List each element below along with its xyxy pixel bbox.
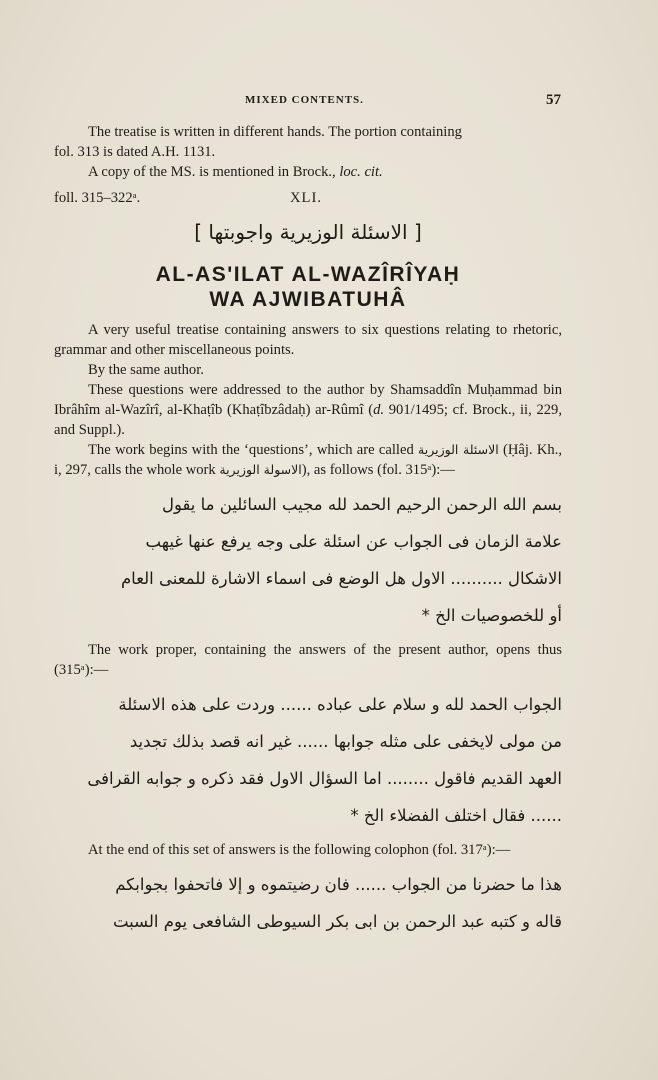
paragraph-hands-line2: fol. 313 is dated A.H. 1131. [54,144,216,160]
arabic-proper [54,686,562,834]
begins-text-c: ), as follows (fol. 315ᵃ):— [301,462,455,478]
begins-text-a: The work begins with the ‘questions’, which are called [88,442,419,458]
paragraph-copy [54,162,562,182]
proper-paragraph: The work proper, containing the answers of the present author, opens thus (315ᵃ):— [54,642,562,678]
author-note: By the same author. [88,362,204,378]
arabic-title: [ الاسئلة الوزيرية واجوبتها ] [194,220,422,244]
addressee-died-abbrev: d. [373,402,385,418]
folio-reference: foll. 315–322ᵃ. [54,190,141,206]
entry-title-line2: WA AJWIBATUHÂ [209,288,407,311]
arabic-colophon-line: هذا ما حضرنا من الجواب ...... فان رضيتموه و إلا فاتحفوا بجوابكم [115,875,562,894]
entry-title [54,262,562,312]
entry-title-line1: AL-AS'ILAT AL-WAZÎRÎYAḤ [155,263,461,286]
running-header [0,92,658,112]
entry-reference-line [54,188,562,210]
paragraph-hands [54,122,562,162]
addressee-text-b: 901/1495; cf. Brock., ii, 229, and Suppl.). [54,402,562,438]
colophon-paragraph: At the end of this set of answers is the following colophon (fol. 317ᵃ):— [88,842,511,858]
entry-number: XLI. [290,190,322,206]
arabic-incipit-line: الاشكال .......... الاول هل الوضع فى اسماء الاشارة للمعنى العام [120,569,562,588]
begins-arabic-2: الاسولة الوزيرية [219,462,302,477]
arabic-proper-line: من مولى لايخفى على مثله جوابها ...... غير انه قصد بذلك تجديد [129,732,562,751]
paragraph-hands-line1: The treatise is written in different hands. The portion containing [88,124,462,140]
begins-text-b: (Ḥâj. Kh., i, 297, calls the whole work [54,442,562,478]
arabic-proper-line: الجواب الحمد لله و سلام على عباده ...... وردت على هذه الاسئلة [118,695,562,714]
addressee-paragraph [54,380,562,440]
arabic-incipit [54,486,562,634]
arabic-incipit-line: أو للخصوصيات الخ * [421,606,562,625]
arabic-colophon [54,866,562,940]
arabic-colophon-line: قاله و كتبه عبد الرحمن بن ابى بكر السيوطى الشافعى يوم السبت [112,912,562,931]
addressee-text-a: These questions were addressed to the author by Shamsaddîn Muḥammad bin Ibrâhîm al-Wazîrî, al-Khaṭîb (Khaṭîbzâdaḥ) ar-Rûmî ( [54,382,562,418]
paragraph-copy-italic: loc. cit. [339,164,383,180]
begins-paragraph [54,440,562,480]
description-paragraph: A very useful treatise containing answers to six questions relating to rhetoric, grammar and other miscellaneous points. [54,322,562,358]
arabic-proper-line: ...... فقال اختلف الفضلاء الخ * [350,806,562,825]
arabic-incipit-line: علامة الزمان فى الجواب عن اسئلة على وجه يرفع عنها غيهب [145,532,562,551]
arabic-proper-line: العهد القديم فاقول ........ اما السؤال الاول فقد ذكره و جوابه القرافى [87,769,562,788]
page-body [54,122,562,946]
begins-arabic-1: الاسئلة الوزيرية [418,442,499,457]
page-number: 57 [546,92,561,108]
running-title: MIXED CONTENTS. [245,94,364,106]
arabic-incipit-line: بسم الله الرحمن الرحيم الحمد لله مجيب السائلين ما يقول [161,495,562,514]
paragraph-copy-text: A copy of the MS. is mentioned in Brock., [88,164,340,180]
